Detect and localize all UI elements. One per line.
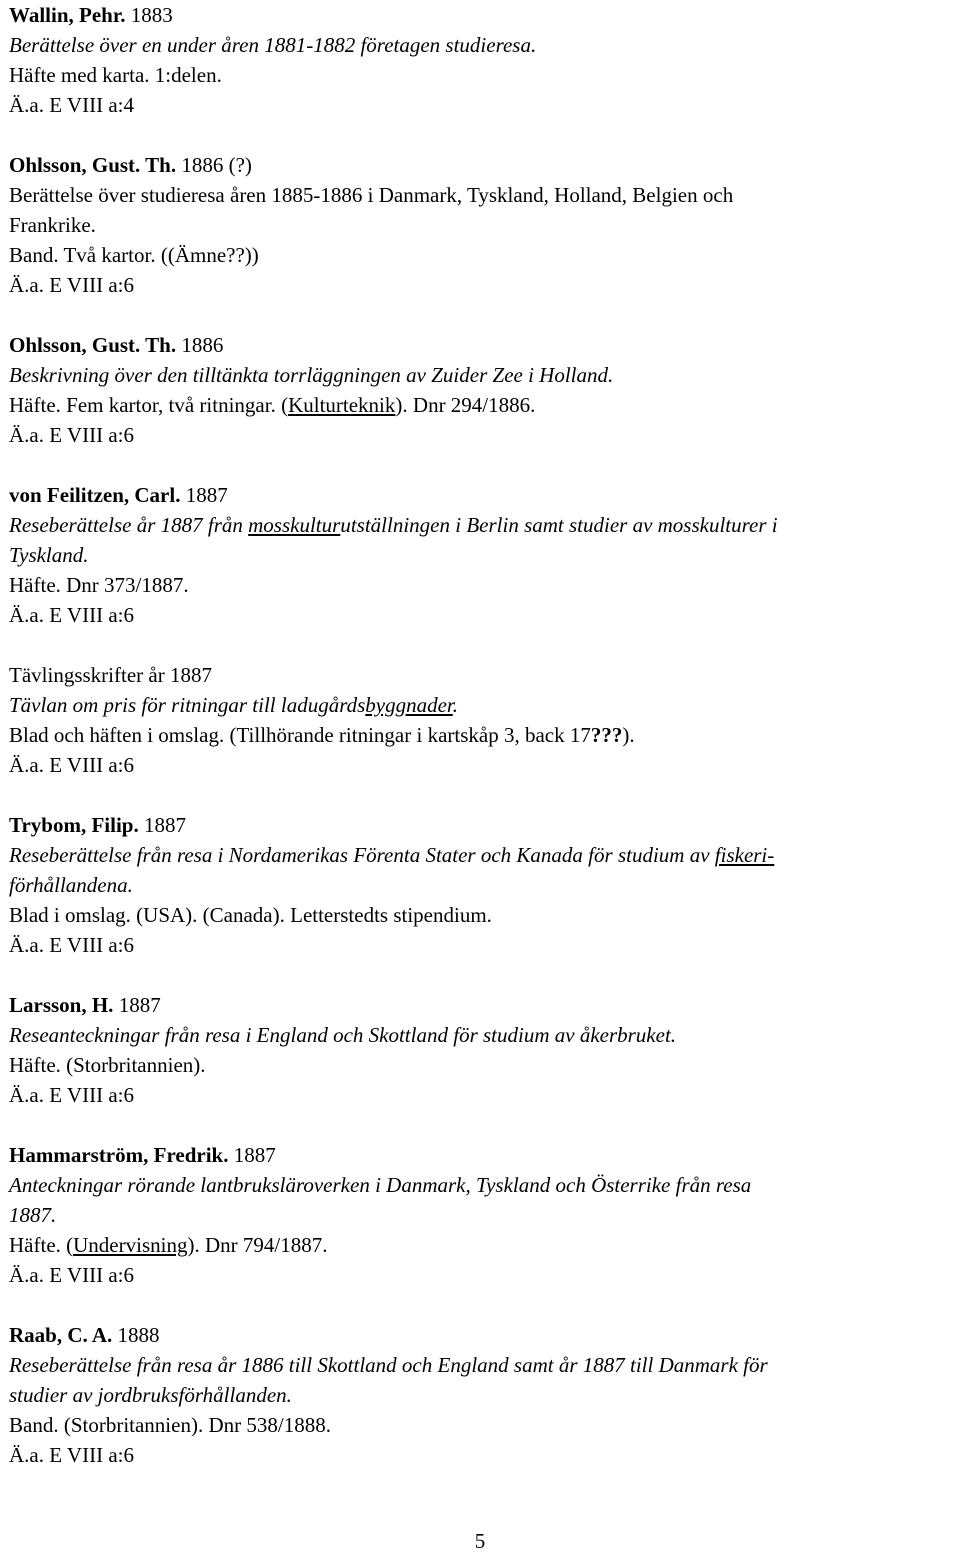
entry-title: Reseberättelse från resa år 1886 till Skottland och England samt år 1887 till Danmark för — [9, 1353, 768, 1377]
year: 1886 (?) — [176, 153, 252, 177]
catalog-entry — [9, 0, 954, 120]
shelf-mark: Ä.a. E VIII a:6 — [9, 1443, 134, 1467]
title-text: utställningen i Berlin samt studier av mosskulturer i — [340, 513, 778, 537]
entry-header — [9, 480, 954, 510]
catalog-entry — [9, 1320, 954, 1470]
entry-header — [9, 1140, 954, 1170]
author: Ohlsson, Gust. Th. — [9, 153, 177, 177]
catalog-entry — [9, 660, 954, 780]
entry-description: Häfte. Dnr 373/1887. — [9, 573, 189, 597]
document-page — [9, 0, 954, 1470]
subject-term: mosskultur — [248, 513, 341, 537]
shelf-mark: Ä.a. E VIII a:4 — [9, 93, 134, 117]
entry-title: Berättelse över en under åren 1881-1882 företagen studieresa. — [9, 33, 537, 57]
catalog-entry — [9, 150, 954, 300]
year: 1887 — [138, 813, 186, 837]
entry-title-continued: förhållandena. — [9, 873, 133, 897]
shelf-mark: Ä.a. E VIII a:6 — [9, 423, 134, 447]
entry-title: Reseanteckningar från resa i England och Skottland för studium av åkerbruket. — [9, 1023, 677, 1047]
entry-title-continued: 1887. — [9, 1203, 57, 1227]
catalog-entry — [9, 1140, 954, 1290]
title-text: Reseberättelse år 1887 från — [9, 513, 249, 537]
description-text: ). — [622, 723, 635, 747]
entry-title: Anteckningar rörande lantbruksläroverken i Danmark, Tyskland och Österrike från resa — [9, 1173, 752, 1197]
entry-title-continued: Tyskland. — [9, 543, 89, 567]
entry-description: Band. Två kartor. ((Ämne??)) — [9, 243, 259, 267]
catalog-entry — [9, 480, 954, 630]
description-text: Blad och häften i omslag. (Tillhörande ritningar i kartskåp 3, back 17 — [9, 723, 591, 747]
title-text: . — [452, 693, 459, 717]
page-number: 5 — [474, 1529, 486, 1553]
entry-title — [9, 690, 954, 720]
entry-description — [9, 720, 954, 750]
entry-header — [9, 1320, 954, 1350]
description-text: Häfte. ( — [9, 1233, 74, 1257]
author: Ohlsson, Gust. Th. — [9, 333, 177, 357]
catalog-entry — [9, 810, 954, 960]
year: 1887 — [113, 993, 161, 1017]
subject-term: byggnader — [365, 693, 453, 717]
entry-description: Blad i omslag. (USA). (Canada). Letterstedts stipendium. — [9, 903, 492, 927]
year: 1883 — [125, 3, 173, 27]
description-text: ). Dnr 294/1886. — [395, 393, 536, 417]
subject-term: fiskeri- — [714, 843, 775, 867]
description-text: Häfte. Fem kartor, två ritningar. ( — [9, 393, 289, 417]
catalog-entry — [9, 330, 954, 450]
catalog-entry — [9, 990, 954, 1110]
entry-header — [9, 810, 954, 840]
subject-term: Kulturteknik — [288, 393, 396, 417]
entry-description: Band. (Storbritannien). Dnr 538/1888. — [9, 1413, 331, 1437]
entry-header — [9, 0, 954, 30]
author: Trybom, Filip. — [9, 813, 139, 837]
title-text: Reseberättelse från resa i Nordamerikas Förenta Stater och Kanada för studium av — [9, 843, 715, 867]
entry-heading: Tävlingsskrifter år 1887 — [9, 663, 212, 687]
shelf-mark: Ä.a. E VIII a:6 — [9, 933, 134, 957]
author: von Feilitzen, Carl. — [9, 483, 181, 507]
shelf-mark: Ä.a. E VIII a:6 — [9, 1083, 134, 1107]
year: 1887 — [228, 1143, 276, 1167]
uncertain-marker: ??? — [590, 723, 623, 747]
year: 1887 — [180, 483, 228, 507]
entry-header — [9, 330, 954, 360]
entry-title: Berättelse över studieresa åren 1885-1886 i Danmark, Tyskland, Holland, Belgien och — [9, 183, 734, 207]
entry-description: Häfte med karta. 1:delen. — [9, 63, 222, 87]
description-text: ). Dnr 794/1887. — [187, 1233, 328, 1257]
entry-title: Beskrivning över den tilltänkta torrläggningen av Zuider Zee i Holland. — [9, 363, 614, 387]
year: 1886 — [176, 333, 224, 357]
shelf-mark: Ä.a. E VIII a:6 — [9, 1263, 134, 1287]
shelf-mark: Ä.a. E VIII a:6 — [9, 273, 134, 297]
shelf-mark: Ä.a. E VIII a:6 — [9, 753, 134, 777]
entry-description: Häfte. (Storbritannien). — [9, 1053, 206, 1077]
author: Wallin, Pehr. — [9, 3, 126, 27]
entry-title-continued: studier av jordbruksförhållanden. — [9, 1383, 292, 1407]
author: Raab, C. A. — [9, 1323, 113, 1347]
entry-title — [9, 840, 954, 870]
entry-title-continued: Frankrike. — [9, 213, 96, 237]
shelf-mark: Ä.a. E VIII a:6 — [9, 603, 134, 627]
subject-term: Undervisning — [73, 1233, 188, 1257]
entry-title — [9, 510, 954, 540]
author: Larsson, H. — [9, 993, 114, 1017]
title-text: Tävlan om pris för ritningar till ladugårds — [9, 693, 366, 717]
entry-description — [9, 1230, 954, 1260]
author: Hammarström, Fredrik. — [9, 1143, 229, 1167]
entry-description — [9, 390, 954, 420]
entry-header — [9, 990, 954, 1020]
entry-header — [9, 150, 954, 180]
year: 1888 — [112, 1323, 160, 1347]
